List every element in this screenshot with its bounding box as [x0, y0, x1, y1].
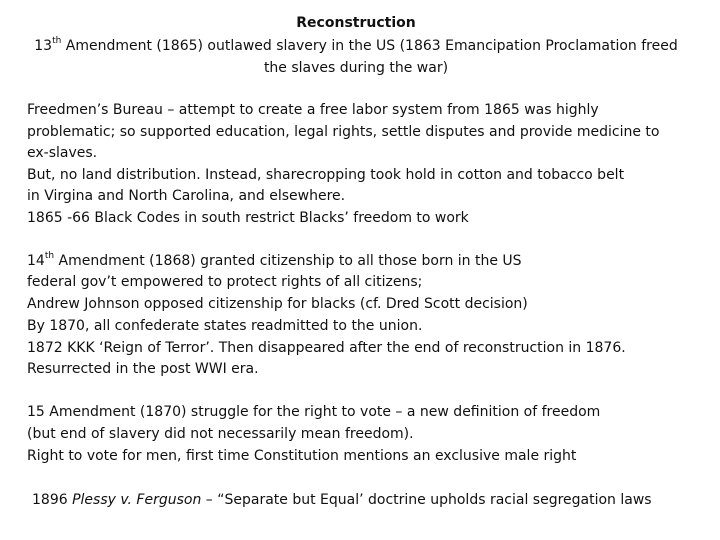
fifteenth-line-2: (but end of slavery did not necessarily mean freedom). — [27, 426, 414, 442]
plessy-rest: – “Separate but Equal’ doctrine upholds racial segregation laws — [201, 492, 652, 508]
fourteenth-line-2: federal gov’t empowered to protect rights of all citizens; — [27, 274, 423, 290]
thirteenth-amendment-text — [30, 35, 682, 79]
freedmen-line-3: ex-slaves. — [27, 145, 98, 161]
freedmen-line-5: in Virgina and North Carolina, and elsewhere. — [27, 188, 346, 204]
fourteenth-rest: Amendment (1868) granted citizenship to all those born in the US — [54, 253, 522, 269]
black-codes-line: 1865 -66 Black Codes in south restrict Blacks’ freedom to work — [27, 210, 469, 226]
fourteenth-number: 14 — [27, 253, 45, 269]
fourteenth-line-6: Resurrected in the post WWI era. — [27, 361, 259, 377]
thirteenth-suffix: th — [52, 36, 62, 47]
fifteenth-line-1: 15 Amendment (1870) struggle for the right to vote – a new definition of freedom — [27, 404, 601, 420]
plessy-case-name: Plessy v. Ferguson — [72, 492, 202, 508]
fourteenth-amendment-line — [27, 251, 522, 271]
plessy-year: 1896 — [32, 492, 73, 508]
fifteenth-line-3: Right to vote for men, first time Constitution mentions an exclusive male right — [27, 448, 577, 464]
fourteenth-line-4: By 1870, all confederate states readmitted to the union. — [27, 318, 423, 334]
fourteenth-line-5: 1872 KKK ‘Reign of Terror’. Then disappeared after the end of reconstruction in 1876. — [27, 340, 626, 356]
thirteenth-number: 13 — [34, 38, 53, 54]
freedmen-line-4: But, no land distribution. Instead, sharecropping took hold in cotton and tobacco belt — [27, 167, 625, 183]
plessy-line — [32, 490, 652, 510]
freedmen-line-1: Freedmen’s Bureau – attempt to create a free labor system from 1865 was highly — [27, 102, 599, 118]
slide-title: Reconstruction — [296, 15, 416, 31]
fourteenth-line-3: Andrew Johnson opposed citizenship for blacks (cf. Dred Scott decision) — [27, 296, 528, 312]
thirteenth-rest: Amendment (1865) outlawed slavery in the US (1863 Emancipation Proclamation freed the slaves during the war) — [61, 38, 678, 76]
fourteenth-suffix: th — [44, 251, 55, 262]
freedmen-line-2: problematic; so supported education, legal rights, settle disputes and provide medicine to — [27, 124, 660, 140]
